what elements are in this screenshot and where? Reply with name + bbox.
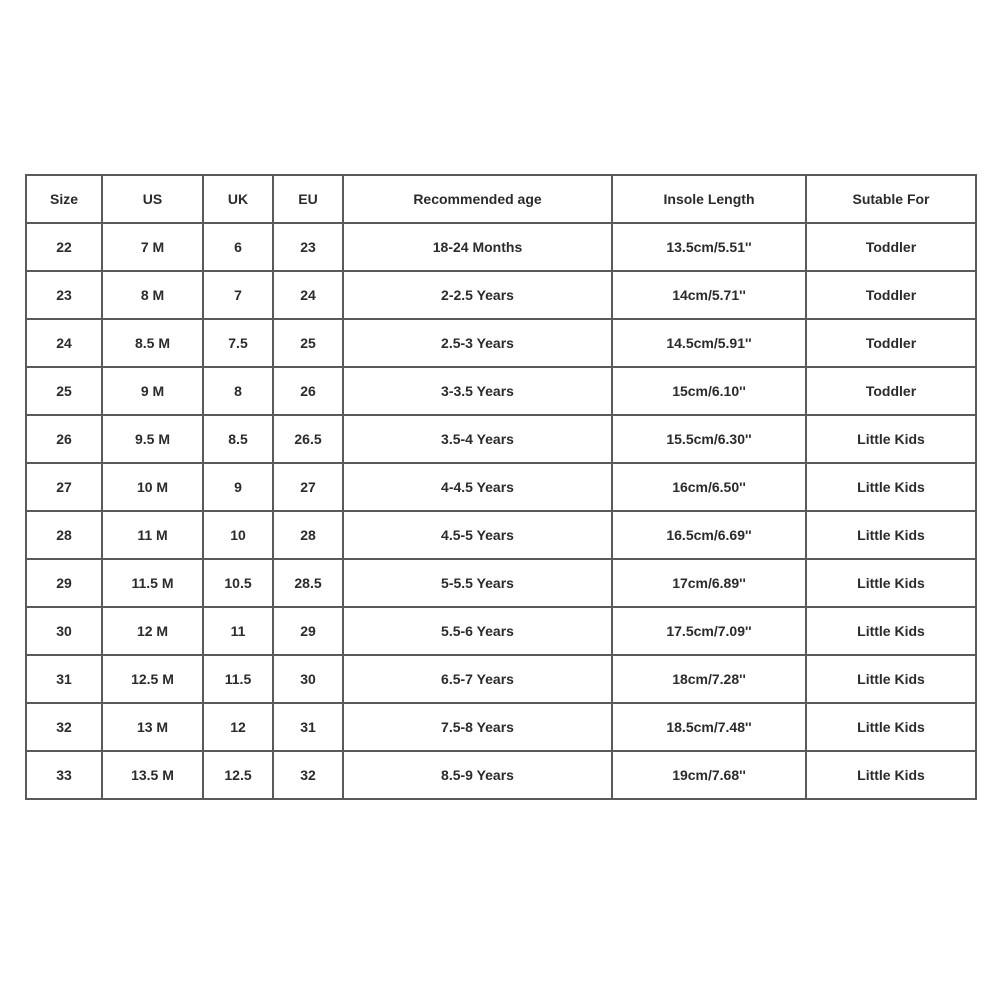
cell-size: 32 (26, 703, 102, 751)
cell-suitable-for: Little Kids (806, 751, 976, 799)
cell-eu: 25 (273, 319, 343, 367)
table-row (26, 463, 976, 511)
cell-recommended-age: 5.5-6 Years (343, 607, 612, 655)
cell-size: 33 (26, 751, 102, 799)
table-body (26, 223, 976, 799)
header-row (26, 175, 976, 223)
cell-eu: 28 (273, 511, 343, 559)
cell-eu: 28.5 (273, 559, 343, 607)
table-header (26, 175, 976, 223)
column-header-us: US (102, 175, 203, 223)
table-row (26, 703, 976, 751)
cell-insole-length: 18cm/7.28'' (612, 655, 806, 703)
cell-eu: 24 (273, 271, 343, 319)
cell-insole-length: 13.5cm/5.51'' (612, 223, 806, 271)
cell-recommended-age: 2.5-3 Years (343, 319, 612, 367)
cell-recommended-age: 4.5-5 Years (343, 511, 612, 559)
table-row (26, 607, 976, 655)
cell-suitable-for: Little Kids (806, 559, 976, 607)
table-row (26, 751, 976, 799)
table-row (26, 271, 976, 319)
cell-insole-length: 19cm/7.68'' (612, 751, 806, 799)
cell-uk: 8.5 (203, 415, 273, 463)
cell-size: 31 (26, 655, 102, 703)
cell-size: 24 (26, 319, 102, 367)
column-header-size: Size (26, 175, 102, 223)
cell-insole-length: 14.5cm/5.91'' (612, 319, 806, 367)
cell-us: 10 M (102, 463, 203, 511)
table-row (26, 559, 976, 607)
cell-eu: 30 (273, 655, 343, 703)
cell-us: 12.5 M (102, 655, 203, 703)
cell-size: 27 (26, 463, 102, 511)
cell-recommended-age: 6.5-7 Years (343, 655, 612, 703)
cell-uk: 7.5 (203, 319, 273, 367)
cell-insole-length: 16cm/6.50'' (612, 463, 806, 511)
cell-us: 12 M (102, 607, 203, 655)
cell-uk: 10 (203, 511, 273, 559)
cell-eu: 29 (273, 607, 343, 655)
cell-eu: 26.5 (273, 415, 343, 463)
cell-eu: 23 (273, 223, 343, 271)
table-row (26, 655, 976, 703)
cell-suitable-for: Little Kids (806, 703, 976, 751)
cell-insole-length: 15cm/6.10'' (612, 367, 806, 415)
column-header-uk: UK (203, 175, 273, 223)
cell-size: 25 (26, 367, 102, 415)
cell-size: 28 (26, 511, 102, 559)
cell-insole-length: 18.5cm/7.48'' (612, 703, 806, 751)
size-chart-table (25, 174, 977, 800)
cell-uk: 11.5 (203, 655, 273, 703)
cell-uk: 12 (203, 703, 273, 751)
cell-size: 30 (26, 607, 102, 655)
cell-recommended-age: 2-2.5 Years (343, 271, 612, 319)
cell-insole-length: 17cm/6.89'' (612, 559, 806, 607)
cell-uk: 8 (203, 367, 273, 415)
cell-suitable-for: Toddler (806, 223, 976, 271)
cell-recommended-age: 8.5-9 Years (343, 751, 612, 799)
cell-us: 9.5 M (102, 415, 203, 463)
cell-recommended-age: 5-5.5 Years (343, 559, 612, 607)
table-row (26, 223, 976, 271)
cell-insole-length: 17.5cm/7.09'' (612, 607, 806, 655)
cell-suitable-for: Toddler (806, 319, 976, 367)
cell-uk: 11 (203, 607, 273, 655)
cell-us: 7 M (102, 223, 203, 271)
column-header-recommended-age: Recommended age (343, 175, 612, 223)
cell-us: 8 M (102, 271, 203, 319)
cell-uk: 12.5 (203, 751, 273, 799)
cell-eu: 27 (273, 463, 343, 511)
cell-suitable-for: Little Kids (806, 511, 976, 559)
cell-recommended-age: 4-4.5 Years (343, 463, 612, 511)
cell-size: 23 (26, 271, 102, 319)
cell-size: 22 (26, 223, 102, 271)
cell-us: 13.5 M (102, 751, 203, 799)
cell-recommended-age: 3.5-4 Years (343, 415, 612, 463)
column-header-suitable-for: Sutable For (806, 175, 976, 223)
table-row (26, 511, 976, 559)
cell-eu: 32 (273, 751, 343, 799)
cell-size: 29 (26, 559, 102, 607)
table-row (26, 415, 976, 463)
cell-eu: 31 (273, 703, 343, 751)
cell-recommended-age: 18-24 Months (343, 223, 612, 271)
cell-suitable-for: Little Kids (806, 607, 976, 655)
cell-eu: 26 (273, 367, 343, 415)
table-row (26, 319, 976, 367)
cell-size: 26 (26, 415, 102, 463)
cell-recommended-age: 7.5-8 Years (343, 703, 612, 751)
cell-insole-length: 15.5cm/6.30'' (612, 415, 806, 463)
table-row (26, 367, 976, 415)
cell-us: 13 M (102, 703, 203, 751)
cell-insole-length: 16.5cm/6.69'' (612, 511, 806, 559)
cell-uk: 9 (203, 463, 273, 511)
cell-uk: 10.5 (203, 559, 273, 607)
cell-us: 8.5 M (102, 319, 203, 367)
column-header-eu: EU (273, 175, 343, 223)
cell-uk: 6 (203, 223, 273, 271)
cell-us: 11 M (102, 511, 203, 559)
cell-suitable-for: Toddler (806, 271, 976, 319)
cell-suitable-for: Little Kids (806, 463, 976, 511)
cell-uk: 7 (203, 271, 273, 319)
cell-us: 9 M (102, 367, 203, 415)
column-header-insole-length: Insole Length (612, 175, 806, 223)
cell-suitable-for: Little Kids (806, 415, 976, 463)
cell-us: 11.5 M (102, 559, 203, 607)
cell-recommended-age: 3-3.5 Years (343, 367, 612, 415)
cell-insole-length: 14cm/5.71'' (612, 271, 806, 319)
cell-suitable-for: Toddler (806, 367, 976, 415)
cell-suitable-for: Little Kids (806, 655, 976, 703)
